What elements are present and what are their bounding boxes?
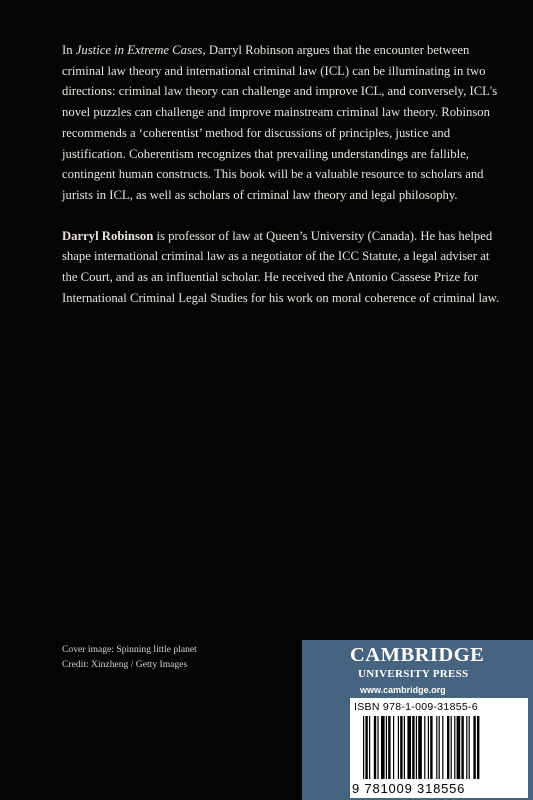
barcode-panel bbox=[350, 698, 528, 798]
publisher-block bbox=[302, 640, 533, 800]
barcode-image bbox=[363, 716, 523, 779]
back-cover-blurb bbox=[62, 40, 502, 308]
book-title: Justice in Extreme Cases bbox=[75, 43, 203, 57]
barcode-number: 9 781009 318556 bbox=[352, 781, 466, 796]
publisher-url[interactable]: www.cambridge.org bbox=[360, 685, 446, 695]
photo-credit: Credit: Xinzheng / Getty Images bbox=[62, 659, 188, 670]
author-bio-paragraph bbox=[62, 226, 502, 309]
description-text: , Darryl Robinson argues that the encounter between criminal law theory and international criminal law (ICL) can be illuminating in two directions: criminal law theory can challenge and improve ICL, and conversely, ICL's novel puzzles can challenge and improve mainstream criminal law theory. Robinson recommends a ‘coherentist’ method for discussions of principles, justice and justification. Coherentism recognizes that prevailing understandings are fallible, contingent human constructs. This book will be a valuable resource to scholars and jurists in ICL, as well as scholars of criminal law theory and legal philosophy. bbox=[62, 43, 498, 202]
author-bio-text: is professor of law at Queen’s University (Canada). He has helped shape international criminal law as a negotiator of the ICC Statute, a legal adviser at the Court, and as an influential scholar. He received the Antonio Cassese Prize for International Criminal Legal Studies for his work on moral coherence of criminal law. bbox=[62, 228, 500, 305]
publisher-logo-name: CAMBRIDGE bbox=[350, 644, 485, 666]
author-name: Darryl Robinson bbox=[62, 228, 154, 243]
description-paragraph bbox=[62, 40, 502, 206]
publisher-subtitle: UNIVERSITY PRESS bbox=[358, 668, 469, 680]
image-credits bbox=[62, 642, 197, 672]
cover-image-credit: Cover image: Spinning little planet bbox=[62, 644, 197, 655]
isbn-text: ISBN 978-1-009-31855-6 bbox=[354, 701, 478, 713]
description-prefix: In bbox=[62, 43, 76, 57]
